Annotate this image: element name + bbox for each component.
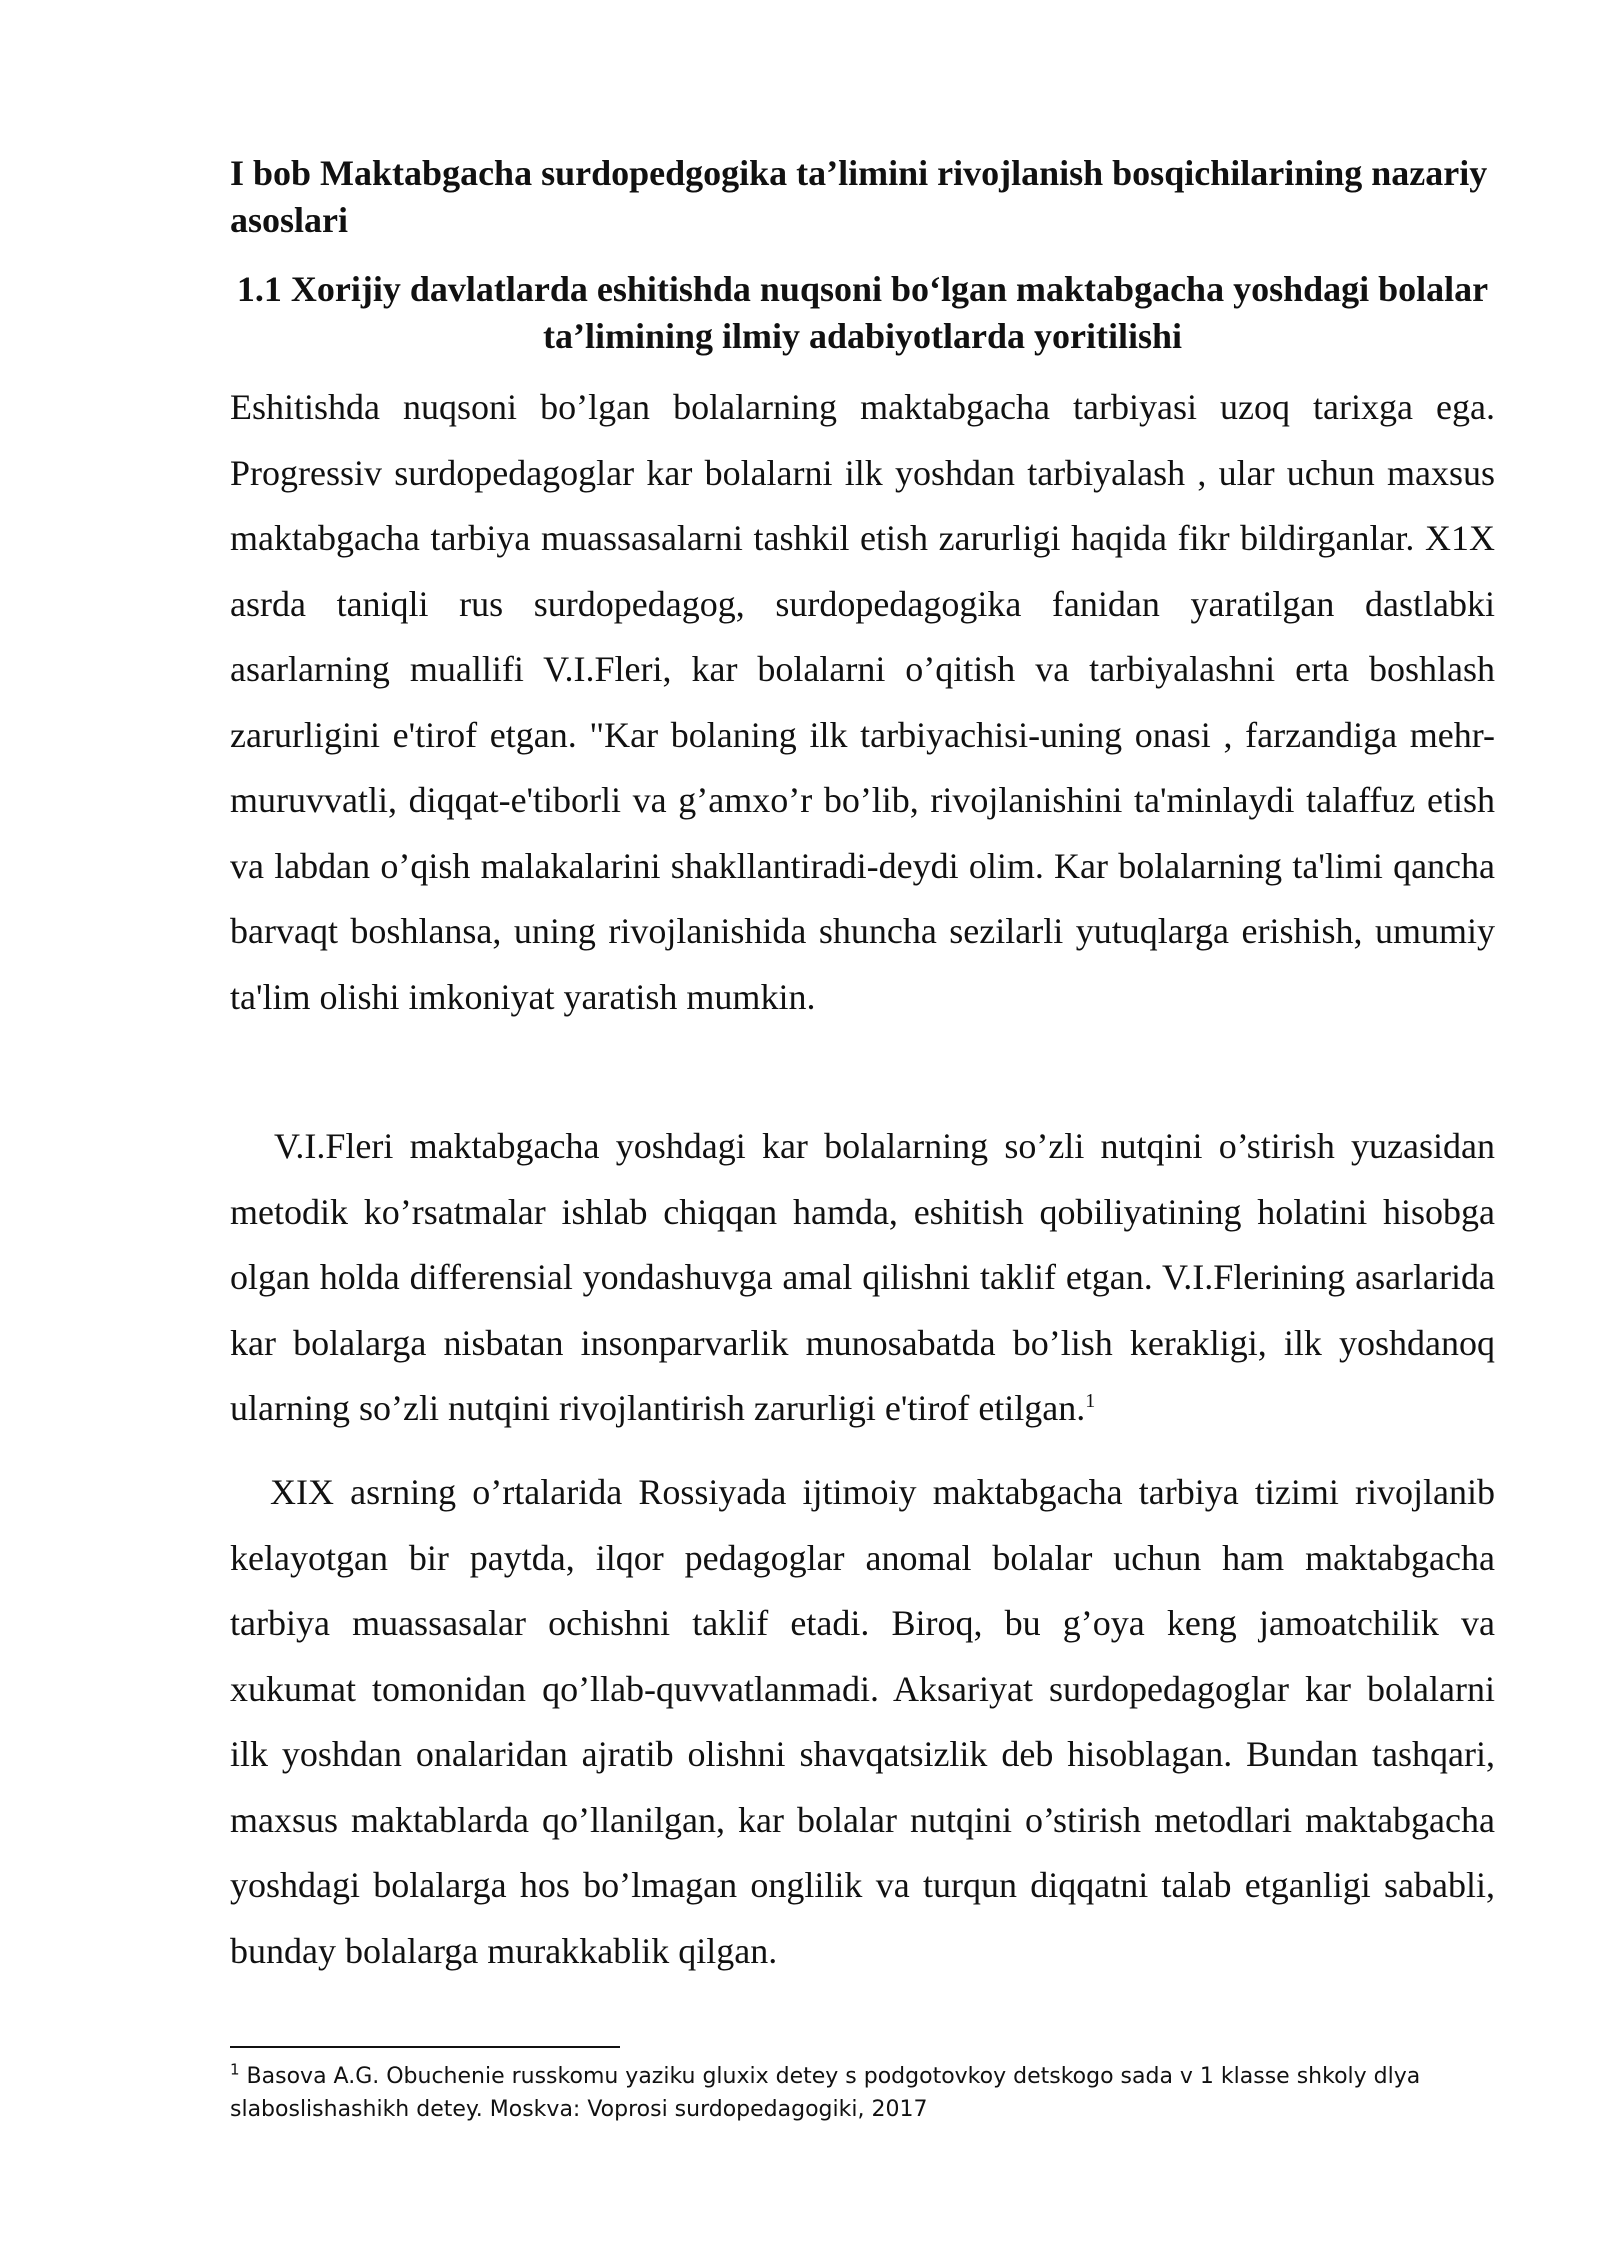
- chapter-title: I bob Maktabgacha surdopedgogika ta’limini rivojlanish bosqichilarining nazariy asoslari: [230, 153, 1488, 240]
- footnote: [230, 2060, 1495, 2126]
- paragraph-1: Eshitishda nuqsoni bo’lgan bolalarning maktabgacha tarbiyasi uzoq tarixga ega. Progressiv surdopedagoglar kar bolalarni ilk yoshdan tarbiyalash , ular uchun maxsus maktabgacha tarbiya muassasalarni tashkil etish zarurligi haqida fikr bildirganlar. X1X asrda taniqli rus surdopedagog, surdopedagogika fanidan yaratilgan dastlabki asarlarning muallifi V.I.Fleri, kar bolalarni o’qitish va tarbiyalashni erta boshlash zarurligini e'tirof etgan. "Kar bolaning ilk tarbiyachisi-uning onasi , farzandiga mehr-muruvvatli, diqqat-e'tiborli va g’amxo’r bo’lib, rivojlanishini ta'minlaydi talaffuz etish va labdan o’qish malakalarini shakllantiradi-deydi olim. Kar bolalarning ta'limi qancha barvaqt boshlansa, uning rivojlanishida shuncha sezilarli yutuqlarga erishish, umumiy ta'lim olishi imkoniyat yaratish mumkin.: [230, 387, 1495, 1017]
- footnote-separator: [230, 2046, 620, 2048]
- footnote-reference[interactable]: 1: [1085, 1390, 1096, 1412]
- section-title: 1.1 Xorijiy davlatlarda eshitishda nuqsoni bo‘lgan maktabgacha yoshdagi bolalar ta’limining ilmiy adabiyotlarda yoritilishi: [236, 269, 1489, 356]
- paragraph-2: [230, 1114, 1495, 1442]
- footnote-text: Basova A.G. Obuchenie russkomu yaziku gluxix detey s podgotovkoy detskogo sada v 1 klasse shkoly dlya slaboslishashikh detey. Moskva: Voprosi surdopedagogiki, 2017: [230, 2064, 1421, 2122]
- footnote-marker: 1: [230, 2060, 240, 2079]
- paragraph-2-text: V.I.Fleri maktabgacha yoshdagi kar bolalarning so’zli nutqini o’stirish yuzasidan metodik ko’rsatmalar ishlab chiqqan hamda, eshitish qobiliyatining holatini hisobga olgan holda differensial yondashuvga amal qilishni taklif etgan. V.I.Flerining asarlarida kar bolalarga nisbatan insonparvarlik munosabatda bo’lish kerakligi, ilk yoshdanoq ularning so’zli nutqini rivojlantirish zarurligi e'tirof etilgan.: [230, 1126, 1495, 1428]
- paragraph-3: XIX asrning o’rtalarida Rossiyada ijtimoiy maktabgacha tarbiya tizimi rivojlanib kelayotgan bir paytda, ilqor pedagoglar anomal bolalar uchun ham maktabgacha tarbiya muassasalar ochishni taklif etadi. Biroq, bu g’oya keng jamoatchilik va xukumat tomonidan qo’llab-quvvatlanmadi. Aksariyat surdopedagoglar kar bolalarni ilk yoshdan onalaridan ajratib olishni shavqatsizlik deb hisoblagan. Bundan tashqari, maxsus maktablarda qo’llanilgan, kar bolalar nutqini o’stirish metodlari maktabgacha yoshdagi bolalarga hos bo’lmagan onglilik va turqun diqqatni talab etganligi sababli, bunday bolalarga murakkablik qilgan.: [230, 1472, 1495, 1971]
